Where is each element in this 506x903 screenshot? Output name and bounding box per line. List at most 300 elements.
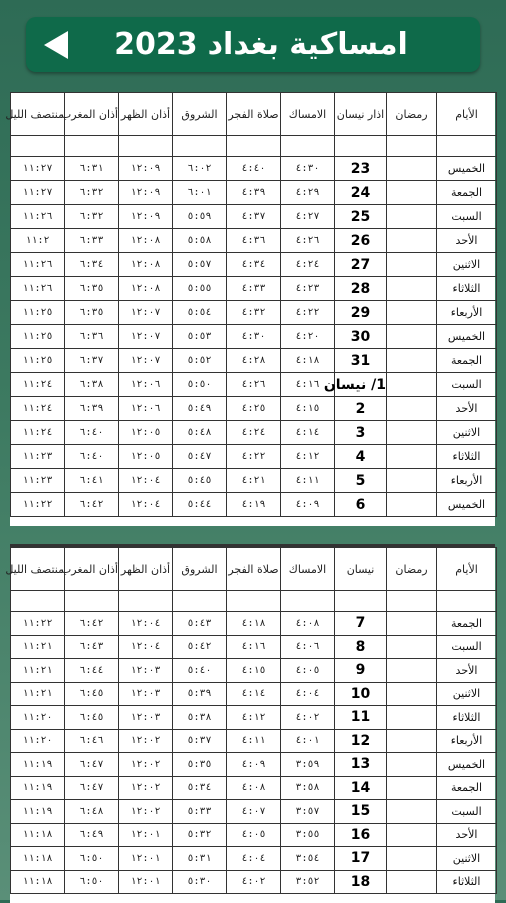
year-label: 2023 [114,27,198,62]
cell-date: 24 [335,181,387,205]
cell-maghrib: ٦:٤٥ [65,682,119,706]
cell-day: الخميس [437,325,497,349]
cell-maghrib: ٦:٤٣ [65,635,119,659]
blank-cell [227,136,281,157]
cell-shuruq: ٥:٣٣ [173,800,227,824]
blank-cell [119,591,173,612]
cell-fajr: ٤:٠٧ [227,800,281,824]
cell-shuruq: ٥:٣٨ [173,706,227,730]
cell-dhuhr: ١٢:٠٩ [119,157,173,181]
table-row [11,729,497,753]
cell-date: 29 [335,301,387,325]
cell-day: السبت [437,373,497,397]
cell-maghrib: ٦:٣٥ [65,277,119,301]
blank-cell [335,136,387,157]
cell-imsak: ٤:٠٨ [281,612,335,636]
cell-imsak: ٤:٢٣ [281,277,335,301]
cell-dhuhr: ١٢:٠٤ [119,635,173,659]
cell-midnight: ١١:٢٤ [11,373,65,397]
cell-shuruq: ٥:٥٥ [173,277,227,301]
cell-maghrib: ٦:٤٠ [65,445,119,469]
table-row [11,682,497,706]
cell-dhuhr: ١٢:٠٣ [119,706,173,730]
cell-day: الجمعة [437,181,497,205]
cell-imsak: ٤:١٥ [281,397,335,421]
table-row [11,277,497,301]
cell-imsak: ٣:٥٤ [281,847,335,871]
cell-dhuhr: ١٢:٠٢ [119,729,173,753]
cell-ramadan [387,823,437,847]
cell-maghrib: ٦:٤٤ [65,659,119,683]
cell-fajr: ٤:٣٦ [227,229,281,253]
cell-day: الأحد [437,229,497,253]
header-dhuhr: أذان الظهر [119,548,173,591]
cell-shuruq: ٥:٤٧ [173,445,227,469]
cell-date: 6 [335,493,387,517]
cell-ramadan [387,445,437,469]
cell-fajr: ٤:١٦ [227,635,281,659]
cell-midnight: ١١:٢٠ [11,729,65,753]
cell-shuruq: ٥:٣٧ [173,729,227,753]
cell-ramadan [387,157,437,181]
cell-fajr: ٤:٣٣ [227,277,281,301]
cell-day: الثلاثاء [437,870,497,894]
cell-fajr: ٤:٣٠ [227,325,281,349]
cell-ramadan [387,776,437,800]
cell-dhuhr: ١٢:٠١ [119,847,173,871]
cell-day: السبت [437,800,497,824]
blank-cell [65,136,119,157]
cell-date: 30 [335,325,387,349]
table-row [11,659,497,683]
header-shuruq: الشروق [173,93,227,136]
timetable-2 [5,547,497,894]
page-title: امساكية بغداد [207,27,408,62]
cell-shuruq: ٥:٤٨ [173,421,227,445]
cell-shuruq: ٥:٤٣ [173,612,227,636]
cell-day: الثلاثاء [437,277,497,301]
cell-shuruq: ٥:٤٩ [173,397,227,421]
cell-fajr: ٤:١٩ [227,493,281,517]
cell-date: 17 [335,847,387,871]
table-row [11,349,497,373]
header-shuruq: الشروق [173,548,227,591]
blank-cell [387,136,437,157]
cell-shuruq: ٥:٥٢ [173,349,227,373]
cell-dhuhr: ١٢:٠٧ [119,325,173,349]
table-row [11,776,497,800]
table-row [11,445,497,469]
cell-date: 25 [335,205,387,229]
cell-midnight: ١١:١٩ [11,800,65,824]
cell-shuruq: ٥:٥٨ [173,229,227,253]
cell-imsak: ٤:٠٥ [281,659,335,683]
cell-dhuhr: ١٢:٠٨ [119,277,173,301]
cell-imsak: ٤:٢٦ [281,229,335,253]
cell-midnight: ١١:٢٥ [11,325,65,349]
cell-ramadan [387,870,437,894]
blank-cell [173,136,227,157]
cell-midnight: ١١:٢٣ [11,445,65,469]
header-maghrib: أذان المغرب [65,93,119,136]
blank-cell [281,591,335,612]
header-days: الأيام [437,548,497,591]
cell-dhuhr: ١٢:٠٧ [119,349,173,373]
cell-fajr: ٤:٤٠ [227,157,281,181]
cell-dhuhr: ١٢:٠٩ [119,205,173,229]
cell-dhuhr: ١٢:٠٩ [119,181,173,205]
cell-midnight: ١١:٢١ [11,635,65,659]
cell-fajr: ٤:٢٨ [227,349,281,373]
cell-date: 12 [335,729,387,753]
cell-fajr: ٤:٠٩ [227,753,281,777]
cell-day: الاثنين [437,682,497,706]
cell-ramadan [387,373,437,397]
table-row [11,469,497,493]
table-row [11,325,497,349]
cell-dhuhr: ١٢:٠٨ [119,253,173,277]
cell-ramadan [387,301,437,325]
cell-ramadan [387,493,437,517]
cell-imsak: ٤:١٤ [281,421,335,445]
cell-date: 10 [335,682,387,706]
cell-fajr: ٤:٠٥ [227,823,281,847]
blank-cell [11,591,65,612]
cell-date: 31 [335,349,387,373]
table-row [11,847,497,871]
cell-shuruq: ٥:٣٠ [173,870,227,894]
cell-fajr: ٤:٢٦ [227,373,281,397]
cell-ramadan [387,706,437,730]
header-fajr: صلاة الفجر [227,548,281,591]
cell-day: الاثنين [437,253,497,277]
cell-date: 13 [335,753,387,777]
table-row [11,157,497,181]
cell-maghrib: ٦:٣٨ [65,373,119,397]
cell-midnight: ١١:٢٧ [11,181,65,205]
cell-maghrib: ٦:٣٢ [65,181,119,205]
cell-day: الاثنين [437,847,497,871]
table-row [11,706,497,730]
cell-fajr: ٤:٢٥ [227,397,281,421]
cell-maghrib: ٦:٣٥ [65,301,119,325]
cell-midnight: ١١:١٩ [11,776,65,800]
cell-midnight: ١١:٢٢ [11,612,65,636]
cell-day: الجمعة [437,776,497,800]
cell-shuruq: ٥:٥٩ [173,205,227,229]
cell-shuruq: ٥:٤٤ [173,493,227,517]
timetable-1 [5,92,497,517]
cell-date: 5 [335,469,387,493]
header-ramadan: رمضان [387,93,437,136]
cell-shuruq: ٥:٥٧ [173,253,227,277]
cell-midnight: ١١:٢١ [11,682,65,706]
cell-ramadan [387,229,437,253]
cell-date: 8 [335,635,387,659]
blank-cell [437,591,497,612]
cell-shuruq: ٥:٥٠ [173,373,227,397]
app-header [26,17,480,72]
cell-dhuhr: ١٢:٠٤ [119,469,173,493]
cell-shuruq: ٦:٠١ [173,181,227,205]
table-header-row [11,93,497,136]
timetable-sheet-1 [5,92,495,526]
cell-maghrib: ٦:٣٤ [65,253,119,277]
cell-imsak: ٤:١٦ [281,373,335,397]
cell-fajr: ٤:٠٤ [227,847,281,871]
cell-midnight: ١١:٢٣ [11,469,65,493]
cell-shuruq: ٥:٣٢ [173,823,227,847]
cell-fajr: ٤:١٤ [227,682,281,706]
cell-shuruq: ٥:٤٢ [173,635,227,659]
blank-row [11,136,497,157]
cell-fajr: ٤:٢١ [227,469,281,493]
cell-ramadan [387,753,437,777]
blank-cell [437,136,497,157]
cell-shuruq: ٥:٣٩ [173,682,227,706]
cell-midnight: ١١:١٨ [11,823,65,847]
blank-row [11,591,497,612]
cell-date: 11 [335,706,387,730]
cell-dhuhr: ١٢:٠٤ [119,612,173,636]
cell-dhuhr: ١٢:٠٢ [119,800,173,824]
cell-imsak: ٤:٠٢ [281,706,335,730]
cell-imsak: ٣:٥٢ [281,870,335,894]
cell-fajr: ٤:٣٧ [227,205,281,229]
header-maghrib: أذان المغرب [65,548,119,591]
cell-imsak: ٣:٥٧ [281,800,335,824]
cell-midnight: ١١:٢٤ [11,397,65,421]
header-days: الأيام [437,93,497,136]
table-row [11,753,497,777]
header-dhuhr: أذان الظهر [119,93,173,136]
cell-day: الخميس [437,493,497,517]
cell-midnight: ١١:١٩ [11,753,65,777]
cell-imsak: ٣:٥٥ [281,823,335,847]
cell-day: السبت [437,635,497,659]
cell-midnight: ١١:٢٧ [11,157,65,181]
cell-ramadan [387,469,437,493]
cell-imsak: ٤:٣٠ [281,157,335,181]
cell-day: الأربعاء [437,729,497,753]
table-row [11,229,497,253]
cell-maghrib: ٦:٥٠ [65,870,119,894]
cell-midnight: ١١:٢ [11,229,65,253]
cell-date: 26 [335,229,387,253]
cell-maghrib: ٦:٤٨ [65,800,119,824]
blank-cell [173,591,227,612]
cell-dhuhr: ١٢:٠٣ [119,659,173,683]
cell-dhuhr: ١٢:٠٥ [119,445,173,469]
cell-maghrib: ٦:٣٧ [65,349,119,373]
table-row [11,181,497,205]
cell-fajr: ٤:٢٤ [227,421,281,445]
table-row [11,800,497,824]
cell-maghrib: ٦:٤٢ [65,493,119,517]
cell-date: 2 [335,397,387,421]
cell-dhuhr: ١٢:٠٧ [119,301,173,325]
table-header-row [11,548,497,591]
cell-ramadan [387,635,437,659]
blank-cell [335,591,387,612]
cell-dhuhr: ١٢:٠٦ [119,373,173,397]
cell-shuruq: ٥:٣١ [173,847,227,871]
cell-maghrib: ٦:٤٩ [65,823,119,847]
cell-ramadan [387,181,437,205]
timetable-sheet-2 [5,544,495,903]
back-arrow-icon[interactable] [44,31,68,59]
cell-imsak: ٣:٥٨ [281,776,335,800]
cell-ramadan [387,847,437,871]
cell-ramadan [387,659,437,683]
table-row [11,635,497,659]
cell-shuruq: ٥:٤٠ [173,659,227,683]
cell-day: الجمعة [437,349,497,373]
cell-maghrib: ٦:٤٧ [65,753,119,777]
cell-date: 4 [335,445,387,469]
cell-fajr: ٤:١٨ [227,612,281,636]
header-date: اذار نيسان [335,93,387,136]
cell-midnight: ١١:٢١ [11,659,65,683]
cell-midnight: ١١:٢٦ [11,253,65,277]
cell-maghrib: ٦:٤٥ [65,706,119,730]
blank-cell [11,136,65,157]
cell-dhuhr: ١٢:٠٦ [119,397,173,421]
cell-fajr: ٤:٠٨ [227,776,281,800]
header-midnight: منتصف الليل [11,548,65,591]
cell-fajr: ٤:٣٢ [227,301,281,325]
cell-shuruq: ٥:٣٤ [173,776,227,800]
cell-maghrib: ٦:٥٠ [65,847,119,871]
cell-date: 23 [335,157,387,181]
cell-fajr: ٤:٣٩ [227,181,281,205]
table-row [11,373,497,397]
header-fajr: صلاة الفجر [227,93,281,136]
cell-midnight: ١١:٢٠ [11,706,65,730]
cell-imsak: ٤:٢٤ [281,253,335,277]
header-imsak: الامساك [281,548,335,591]
cell-imsak: ٤:٢٩ [281,181,335,205]
cell-imsak: ٤:٠١ [281,729,335,753]
cell-imsak: ٤:٢٠ [281,325,335,349]
cell-midnight: ١١:١٨ [11,870,65,894]
cell-ramadan [387,349,437,373]
cell-dhuhr: ١٢:٠١ [119,870,173,894]
cell-day: الخميس [437,753,497,777]
cell-ramadan [387,325,437,349]
cell-date: 9 [335,659,387,683]
table-row [11,253,497,277]
blank-cell [227,591,281,612]
cell-day: الثلاثاء [437,445,497,469]
table-row [11,493,497,517]
cell-fajr: ٤:٢٢ [227,445,281,469]
table-row [11,205,497,229]
cell-ramadan [387,800,437,824]
cell-imsak: ٤:٢٧ [281,205,335,229]
cell-day: الأربعاء [437,469,497,493]
cell-fajr: ٤:٠٢ [227,870,281,894]
cell-maghrib: ٦:٣١ [65,157,119,181]
cell-date: 15 [335,800,387,824]
cell-fajr: ٤:٣٤ [227,253,281,277]
cell-day: الجمعة [437,612,497,636]
cell-date: 28 [335,277,387,301]
cell-imsak: ٤:٠٤ [281,682,335,706]
cell-maghrib: ٦:٤٧ [65,776,119,800]
cell-imsak: ٤:١٨ [281,349,335,373]
cell-ramadan [387,421,437,445]
cell-day: الاثنين [437,421,497,445]
cell-shuruq: ٦:٠٢ [173,157,227,181]
cell-date: 7 [335,612,387,636]
cell-ramadan [387,205,437,229]
cell-midnight: ١١:١٨ [11,847,65,871]
cell-shuruq: ٥:٣٥ [173,753,227,777]
cell-day: الثلاثاء [437,706,497,730]
cell-midnight: ١١:٢٤ [11,421,65,445]
cell-maghrib: ٦:٤٢ [65,612,119,636]
cell-day: الأحد [437,397,497,421]
blank-cell [65,591,119,612]
cell-imsak: ٤:١٢ [281,445,335,469]
table-row [11,397,497,421]
cell-dhuhr: ١٢:٠١ [119,823,173,847]
cell-midnight: ١١:٢٢ [11,493,65,517]
cell-day: الأحد [437,823,497,847]
cell-day: الأحد [437,659,497,683]
cell-maghrib: ٦:٣٢ [65,205,119,229]
cell-fajr: ٤:١٢ [227,706,281,730]
cell-date: 27 [335,253,387,277]
cell-date: 14 [335,776,387,800]
cell-date: 1/ نيسان [335,373,387,397]
cell-ramadan [387,253,437,277]
cell-maghrib: ٦:٤١ [65,469,119,493]
cell-maghrib: ٦:٤٦ [65,729,119,753]
cell-dhuhr: ١٢:٠٨ [119,229,173,253]
cell-imsak: ٤:٠٦ [281,635,335,659]
cell-imsak: ٤:١١ [281,469,335,493]
cell-midnight: ١١:٢٥ [11,349,65,373]
cell-dhuhr: ١٢:٠٣ [119,682,173,706]
cell-day: الأربعاء [437,301,497,325]
header-imsak: الامساك [281,93,335,136]
cell-imsak: ٤:٢٢ [281,301,335,325]
cell-maghrib: ٦:٣٦ [65,325,119,349]
table-row [11,823,497,847]
cell-fajr: ٤:١١ [227,729,281,753]
cell-day: السبت [437,205,497,229]
blank-cell [387,591,437,612]
blank-cell [281,136,335,157]
cell-date: 16 [335,823,387,847]
cell-dhuhr: ١٢:٠٢ [119,753,173,777]
cell-ramadan [387,612,437,636]
cell-ramadan [387,729,437,753]
cell-midnight: ١١:٢٦ [11,205,65,229]
cell-day: الخميس [437,157,497,181]
cell-ramadan [387,277,437,301]
header-date: نيسان [335,548,387,591]
table-row [11,870,497,894]
cell-maghrib: ٦:٣٩ [65,397,119,421]
cell-date: 3 [335,421,387,445]
cell-midnight: ١١:٢٦ [11,277,65,301]
cell-midnight: ١١:٢٥ [11,301,65,325]
cell-date: 18 [335,870,387,894]
cell-ramadan [387,682,437,706]
